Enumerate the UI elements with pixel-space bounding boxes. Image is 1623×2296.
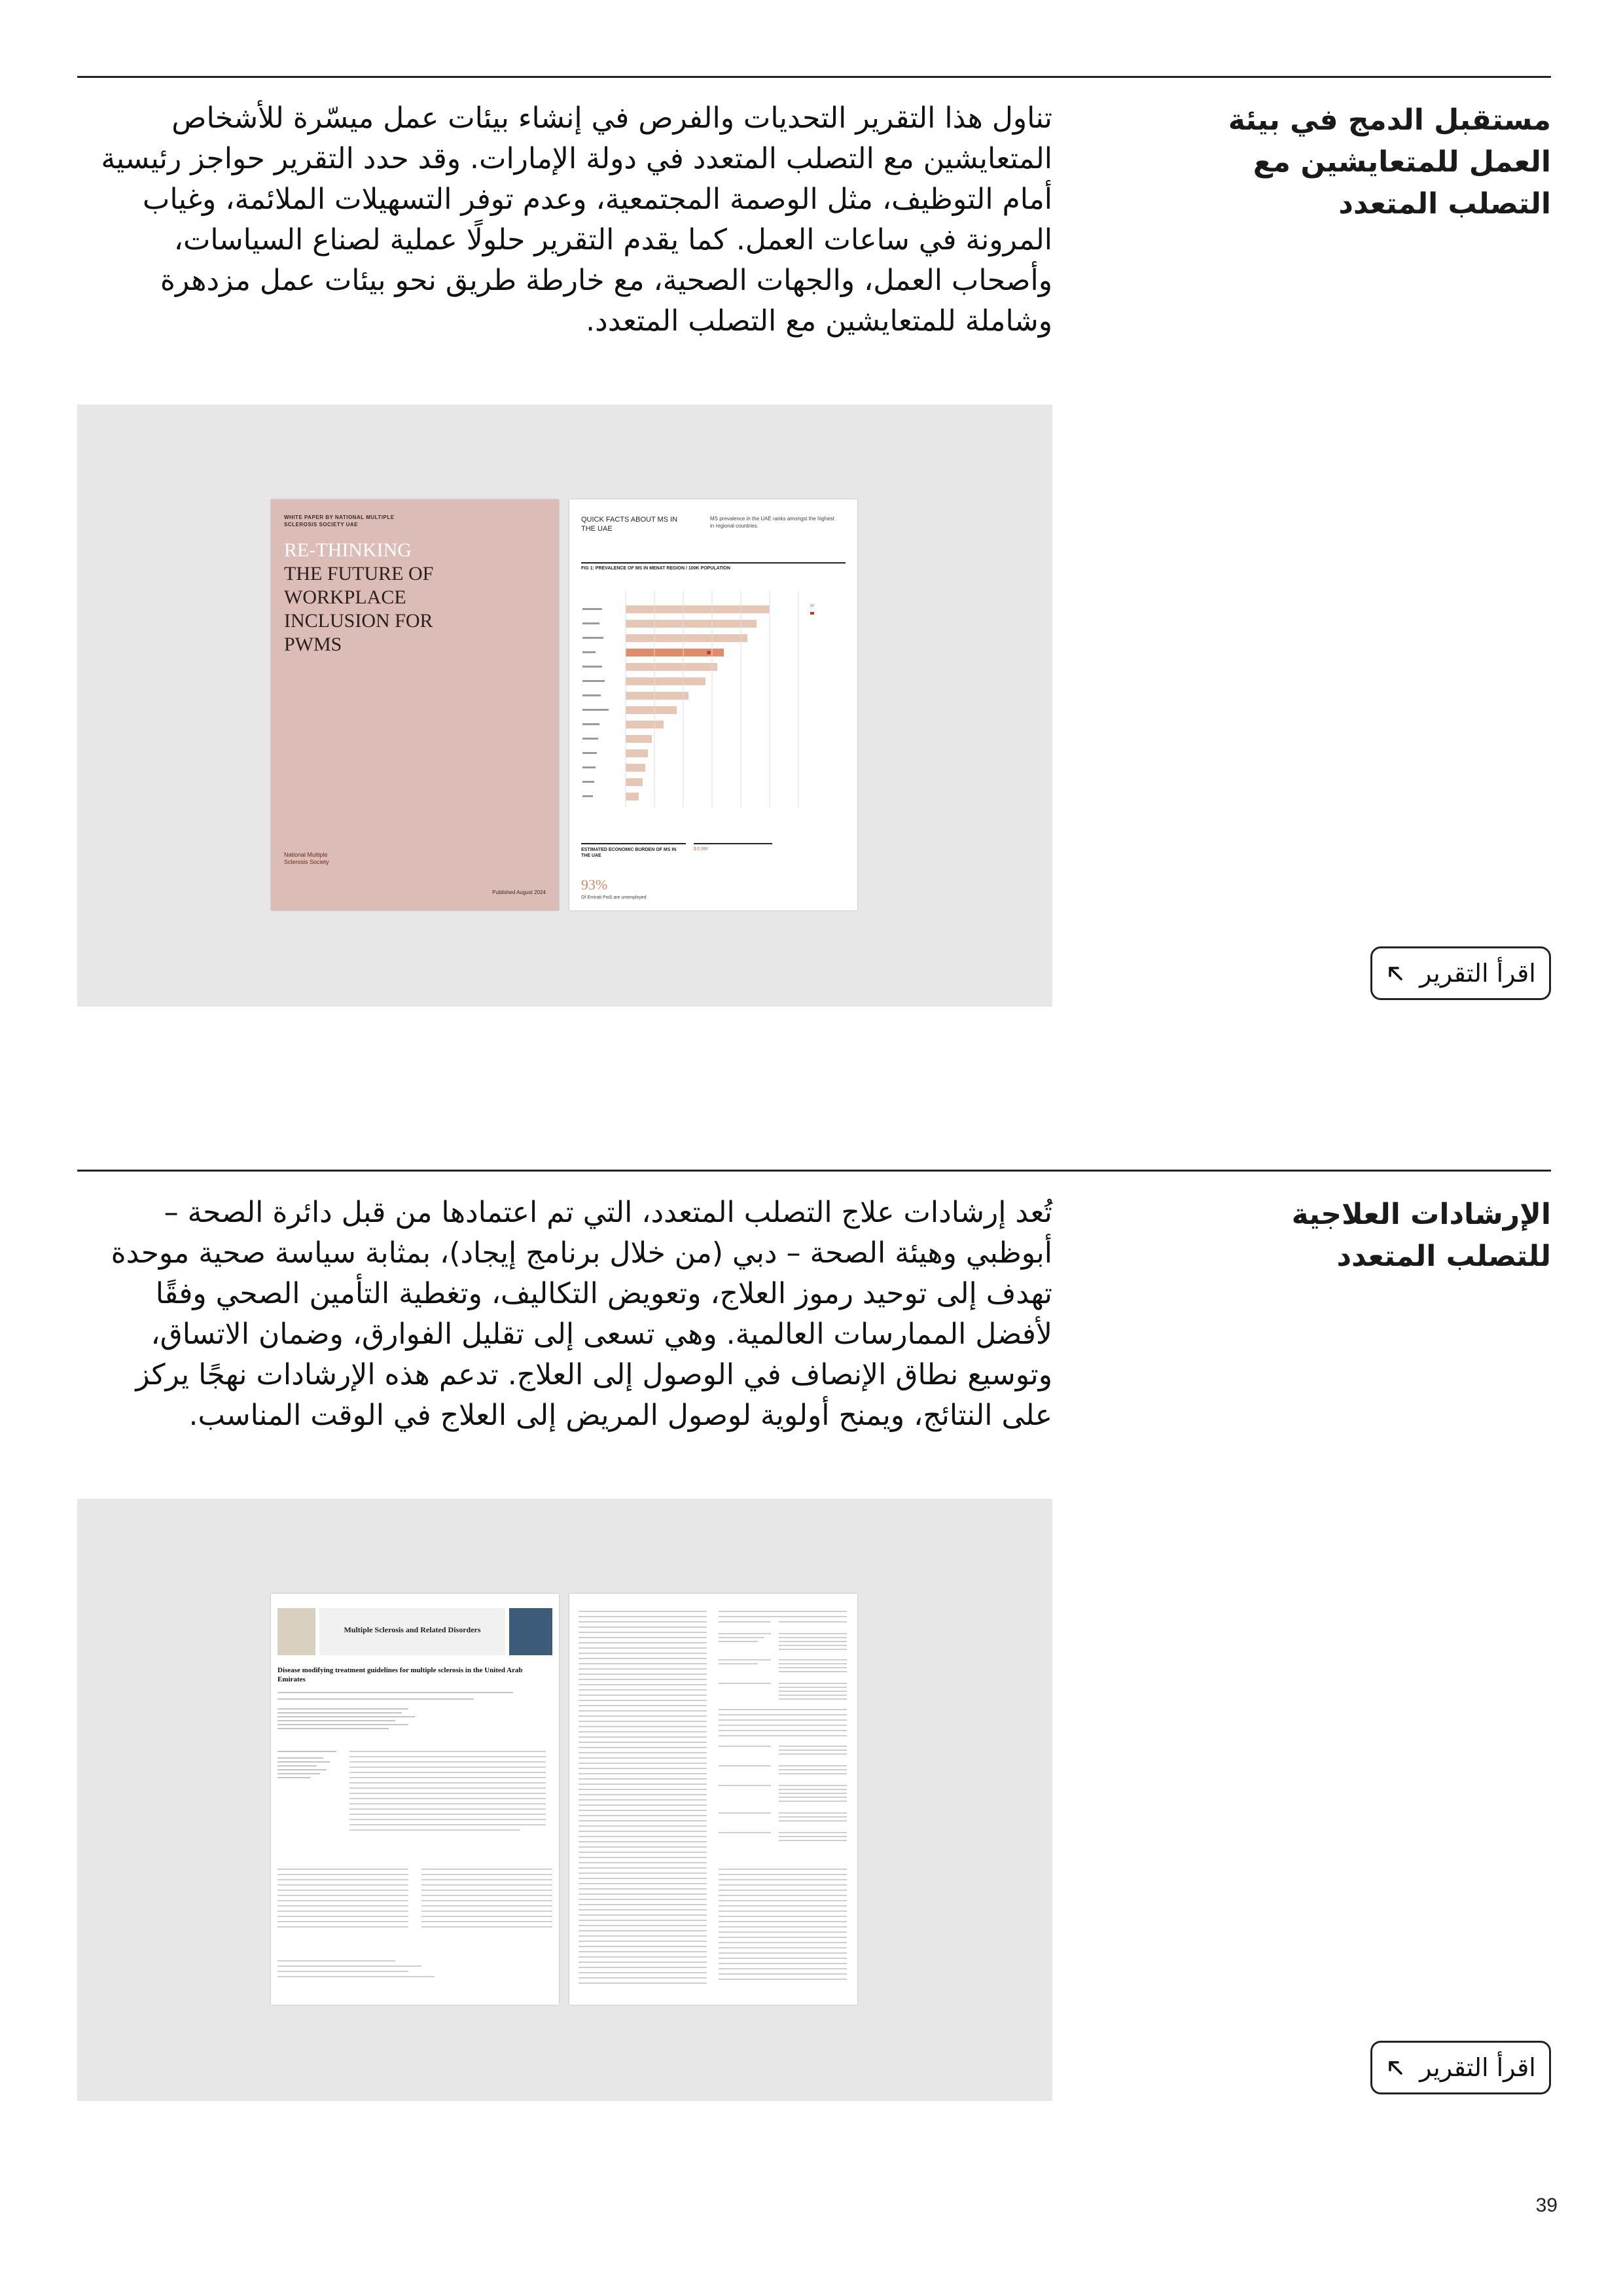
- section-title: مستقبل الدمج في بيئة العمل للمتعايشين مع التصلب المتعدد: [1228, 103, 1551, 221]
- cover-title: THE FUTURE OF WORKPLACE INCLUSION FOR PWMS: [284, 563, 434, 655]
- section-divider: [77, 76, 1551, 78]
- journal-name: Multiple Sclerosis and Related Disorders: [344, 1625, 481, 1634]
- economic-burden-title: ESTIMATED ECONOMIC BURDEN OF MS IN THE UAE: [581, 843, 686, 859]
- cover-published-date: Published August 2024: [492, 889, 546, 895]
- stats-heading: QUICK FACTS ABOUT MS IN THE UAE: [581, 516, 678, 533]
- section-body: تناول هذا التقرير التحديات والفرص في إنشاء بيئات عمل ميسّرة للأشخاص المتعايشين مع التصلب المتعدد في دولة الإمارات. وقد حدد التقرير حواجز رئيسية أمام التوظيف، مثل الوصمة المجتمعية، وعدم توفر التسهيلات الملائمة، وغياب المرونة في ساعات العمل. كما يقدم التقرير حلولًا عملية لصناع السياسات، وأصحاب العمل، والجهات الصحية، مع خارطة طريق نحو بيئات عمل مزدهرة وشاملة للمتعايشين مع التصلب المتعدد.: [101, 101, 1052, 338]
- arrow-up-left-icon: [1385, 963, 1405, 983]
- report-preview-panel: [77, 404, 1052, 1007]
- figure-title: FIG 1: PREVALENCE OF MS IN MENAT REGION / 100K POPULATION: [581, 562, 846, 571]
- section-divider: [77, 1170, 1551, 1172]
- section-body: تُعد إرشادات علاج التصلب المتعدد، التي تم اعتمادها من قبل دائرة الصحة – أبوظبي وهيئة الصحة – دبي (من خلال برنامج إيجاد)، بمثابة سياسة صحية موحدة تهدف إلى توحيد رموز العلاج، وتعويض التكاليف، وتغطية التأمين الصحي وفقًا لأفضل الممارسات العالمية. وهي تسعى إلى تقليل الفوارق، وضمان الاتساق، وتوسيع نطاق الإنصاف في الوصول إلى العلاج. تدعم هذه الإرشادات نهجًا يركز على النتائج، ويمنح أولوية لوصول المريض إلى العلاج في الوقت المناسب.: [111, 1196, 1052, 1432]
- journal-text-lines: [569, 1594, 857, 2005]
- economic-burden-value: $ 0.9M: [694, 843, 772, 852]
- report-stats-page: [569, 499, 857, 910]
- read-report-label: اقرأ التقرير: [1419, 2053, 1536, 2082]
- unemployment-percent: 93%: [581, 876, 608, 893]
- paper-title: Disease modifying treatment guidelines for multiple sclerosis in the United Arab Emirates: [277, 1666, 523, 1683]
- arrow-up-left-icon: [1385, 2058, 1405, 2077]
- read-report-button[interactable]: [1370, 946, 1551, 1000]
- journal-second-page: [569, 1594, 857, 2005]
- journal-text-lines: [271, 1594, 559, 2005]
- cover-publisher-text: WHITE PAPER BY NATIONAL MULTIPLE SCLEROSIS SOCIETY UAE: [284, 514, 395, 528]
- read-report-button[interactable]: [1370, 2041, 1551, 2094]
- stats-note: MS prevalence in the UAE ranks amongst the highest in regional countries.: [710, 516, 834, 529]
- report-cover-page: [271, 499, 559, 910]
- journal-first-page: [271, 1594, 559, 2005]
- page-number: 39: [1535, 2195, 1558, 2216]
- read-report-label: اقرأ التقرير: [1419, 959, 1536, 988]
- unemployment-caption: Of Emirati PwS are unemployed: [581, 895, 647, 900]
- cover-logo: National Multiple Sclerosis Society: [284, 852, 329, 865]
- guidelines-preview-panel: [77, 1499, 1052, 2101]
- section-title: الإرشادات العلاجية للتصلب المتعدد: [1291, 1198, 1551, 1273]
- cover-rethinking: RE-THINKING: [284, 539, 412, 561]
